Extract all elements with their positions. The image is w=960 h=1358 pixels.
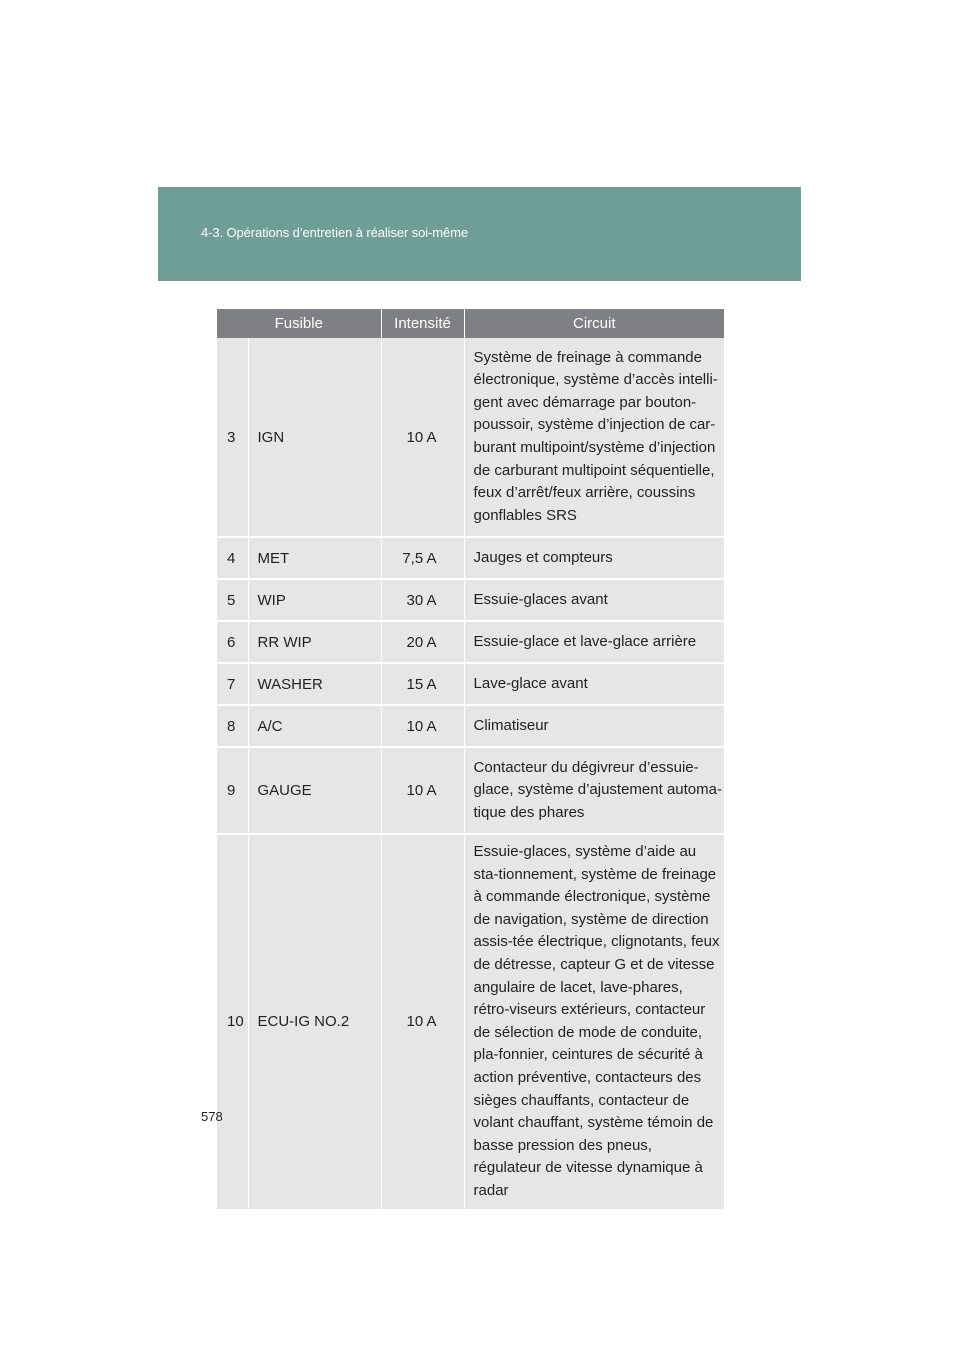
- fuse-amperage: 30 A: [381, 579, 464, 621]
- fuse-number: 3: [217, 338, 248, 537]
- fuse-amperage: 10 A: [381, 705, 464, 747]
- fuse-table: [217, 309, 724, 1209]
- table-row: [217, 579, 724, 621]
- column-header-fuse: Fusible: [217, 309, 381, 338]
- fuse-circuit: Lave-glace avant: [464, 663, 724, 705]
- table-row: [217, 621, 724, 663]
- table-row: [217, 663, 724, 705]
- fuse-name: ECU-IG NO.2: [248, 834, 381, 1209]
- fuse-name: MET: [248, 537, 381, 579]
- page-number: 578: [201, 1109, 223, 1124]
- column-header-amperage: Intensité: [381, 309, 464, 338]
- fuse-number: 4: [217, 537, 248, 579]
- fuse-circuit: Essuie-glace et lave-glace arrière: [464, 621, 724, 663]
- fuse-name: RR WIP: [248, 621, 381, 663]
- fuse-name: IGN: [248, 338, 381, 537]
- fuse-amperage: 10 A: [381, 834, 464, 1209]
- fuse-name: GAUGE: [248, 747, 381, 834]
- fuse-circuit: Essuie-glaces avant: [464, 579, 724, 621]
- fuse-amperage: 15 A: [381, 663, 464, 705]
- fuse-amperage: 20 A: [381, 621, 464, 663]
- fuse-number: 8: [217, 705, 248, 747]
- fuse-circuit: Essuie-glaces, système d’aide au sta-tionnement, système de freinage à commande électronique, système de navigation, système de direction assis-tée électrique, clignotants, feux de détresse, capteur G et de vitesse angulaire de lacet, lave-phares, rétro-viseurs extérieurs, contacteur de sélection de mode de conduite, pla-fonnier, ceintures de sécurité à action préventive, contacteurs des sièges chauffants, contacteur de volant chauffant, système témoin de basse pression des pneus, régulateur de vitesse dynamique à radar: [464, 834, 724, 1209]
- table-row: [217, 834, 724, 1209]
- fuse-amperage: 10 A: [381, 747, 464, 834]
- table-row: [217, 705, 724, 747]
- fuse-number: 9: [217, 747, 248, 834]
- fuse-name: WIP: [248, 579, 381, 621]
- fuse-name: WASHER: [248, 663, 381, 705]
- fuse-amperage: 7,5 A: [381, 537, 464, 579]
- fuse-circuit: Climatiseur: [464, 705, 724, 747]
- section-header: [158, 187, 801, 281]
- fuse-number: 10: [217, 834, 248, 1209]
- fuse-amperage: 10 A: [381, 338, 464, 537]
- fuse-number: 7: [217, 663, 248, 705]
- table-row: [217, 338, 724, 537]
- fuse-circuit: Jauges et compteurs: [464, 537, 724, 579]
- fuse-name: A/C: [248, 705, 381, 747]
- fuse-circuit: Contacteur du dégivreur d’essuie-glace, système d’ajustement automa-tique des phares: [464, 747, 724, 834]
- fuse-number: 5: [217, 579, 248, 621]
- table-header-row: [217, 309, 724, 338]
- section-title: 4-3. Opérations d’entretien à réaliser soi-même: [201, 225, 468, 240]
- fuse-circuit: Système de freinage à commande électronique, système d’accès intelli-gent avec démarrage par bouton-poussoir, système d’injection de car-burant multipoint/système d’injection de carburant multipoint séquentielle, feux d’arrêt/feux arrière, coussins gonflables SRS: [464, 338, 724, 537]
- table-row: [217, 537, 724, 579]
- fuse-number: 6: [217, 621, 248, 663]
- table-row: [217, 747, 724, 834]
- column-header-circuit: Circuit: [464, 309, 724, 338]
